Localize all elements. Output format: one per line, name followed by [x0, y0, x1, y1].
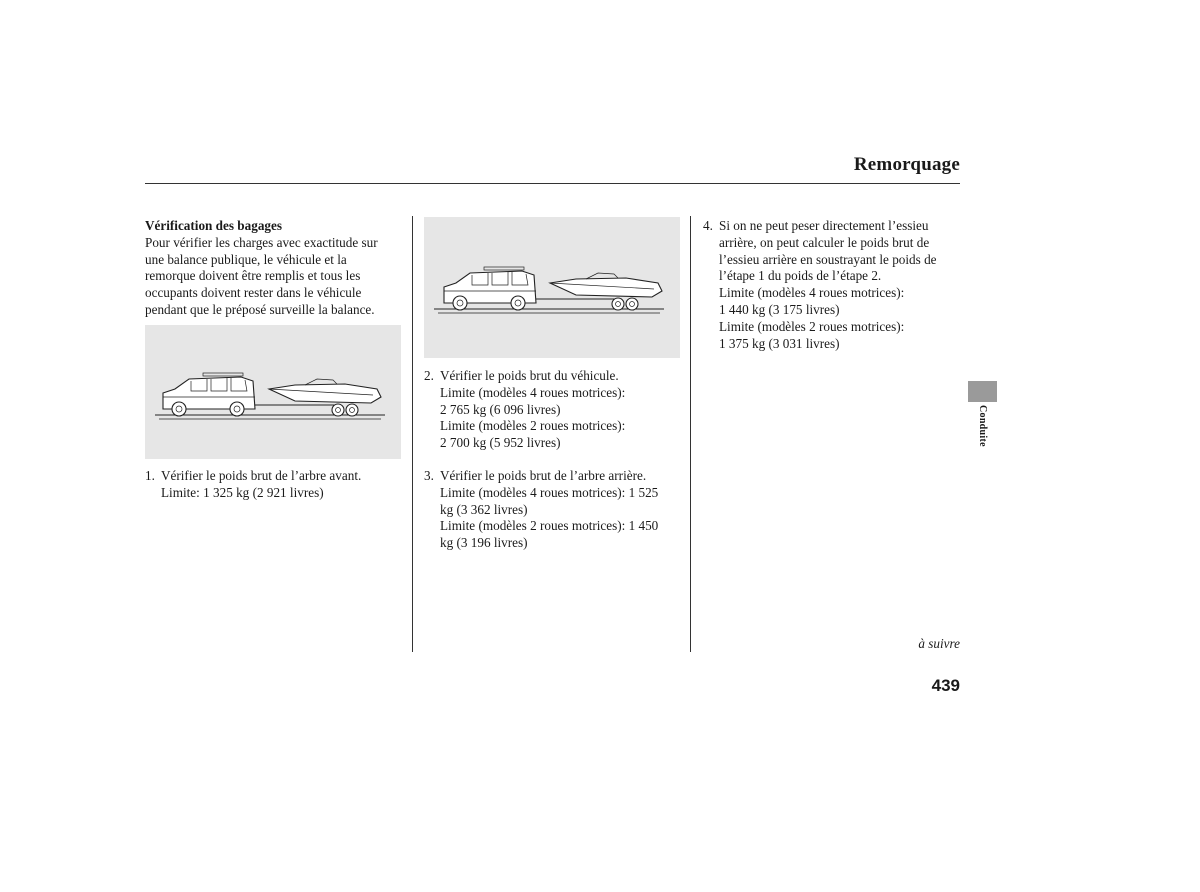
suv-towing-boat-illustration-icon [424, 217, 680, 358]
step-text: Limite (modèles 4 roues motrices): 1 525 [440, 484, 659, 500]
step-number: 2. [424, 368, 434, 383]
step-text: Limite (modèles 4 roues motrices): [440, 384, 626, 400]
column-divider-2 [690, 216, 691, 652]
step-text: l’étape 1 du poids de l’étape 2. [719, 268, 882, 284]
header-divider [145, 183, 960, 184]
step-text: Si on ne peut peser directement l’essieu [719, 218, 929, 233]
step-text: Vérifier le poids brut de l’arbre avant. [161, 468, 362, 483]
step-text: l’essieu arrière en soustrayant le poids de [719, 251, 937, 267]
step-3 [424, 468, 686, 552]
section-heading: Vérification des bagages [145, 218, 282, 233]
step-number: 4. [703, 218, 713, 233]
step-text: 1 375 kg (3 031 livres) [719, 335, 840, 351]
step-text: arrière, on peut calculer le poids brut de [719, 234, 930, 250]
step-text: Limite (modèles 2 roues motrices): [440, 418, 626, 434]
column-1-intro [145, 218, 407, 319]
section-tab-marker [968, 381, 997, 402]
section-tab-label: Conduite [977, 405, 988, 447]
step-text: kg (3 362 livres) [440, 501, 528, 517]
intro-line: une balance publique, le véhicule et la [145, 251, 347, 267]
step-text: Limite: 1 325 kg (2 921 livres) [161, 484, 324, 500]
step-number: 3. [424, 468, 434, 483]
step-number: 1. [145, 468, 155, 483]
figure-front-axle [145, 325, 401, 459]
continued-note: à suivre [918, 636, 960, 651]
figure-gross-vehicle [424, 217, 680, 358]
step-text: kg (3 196 livres) [440, 535, 528, 551]
intro-line: occupants doivent rester dans le véhicule [145, 285, 362, 301]
suv-towing-boat-illustration-icon [145, 325, 401, 459]
step-text: 1 440 kg (3 175 livres) [719, 301, 840, 317]
step-text: Vérifier le poids brut du véhicule. [440, 368, 619, 383]
page-title: Remorquage [853, 154, 960, 175]
intro-line: pendant que le préposé surveille la balance. [145, 301, 375, 317]
step-4 [703, 218, 961, 352]
page-number: 439 [931, 676, 960, 695]
step-text: 2 765 kg (6 096 livres) [440, 401, 561, 417]
column-divider-1 [412, 216, 413, 652]
step-text: Limite (modèles 2 roues motrices): [719, 318, 905, 334]
step-text: 2 700 kg (5 952 livres) [440, 435, 561, 451]
step-2 [424, 368, 686, 452]
step-text: Limite (modèles 4 roues motrices): [719, 285, 905, 301]
step-1 [145, 468, 407, 502]
intro-line: Pour vérifier les charges avec exactitude sur [145, 234, 378, 250]
intro-line: remorque doivent être remplis et tous les [145, 268, 361, 284]
step-text: Vérifier le poids brut de l’arbre arrière. [440, 468, 647, 483]
step-text: Limite (modèles 2 roues motrices): 1 450 [440, 518, 659, 534]
